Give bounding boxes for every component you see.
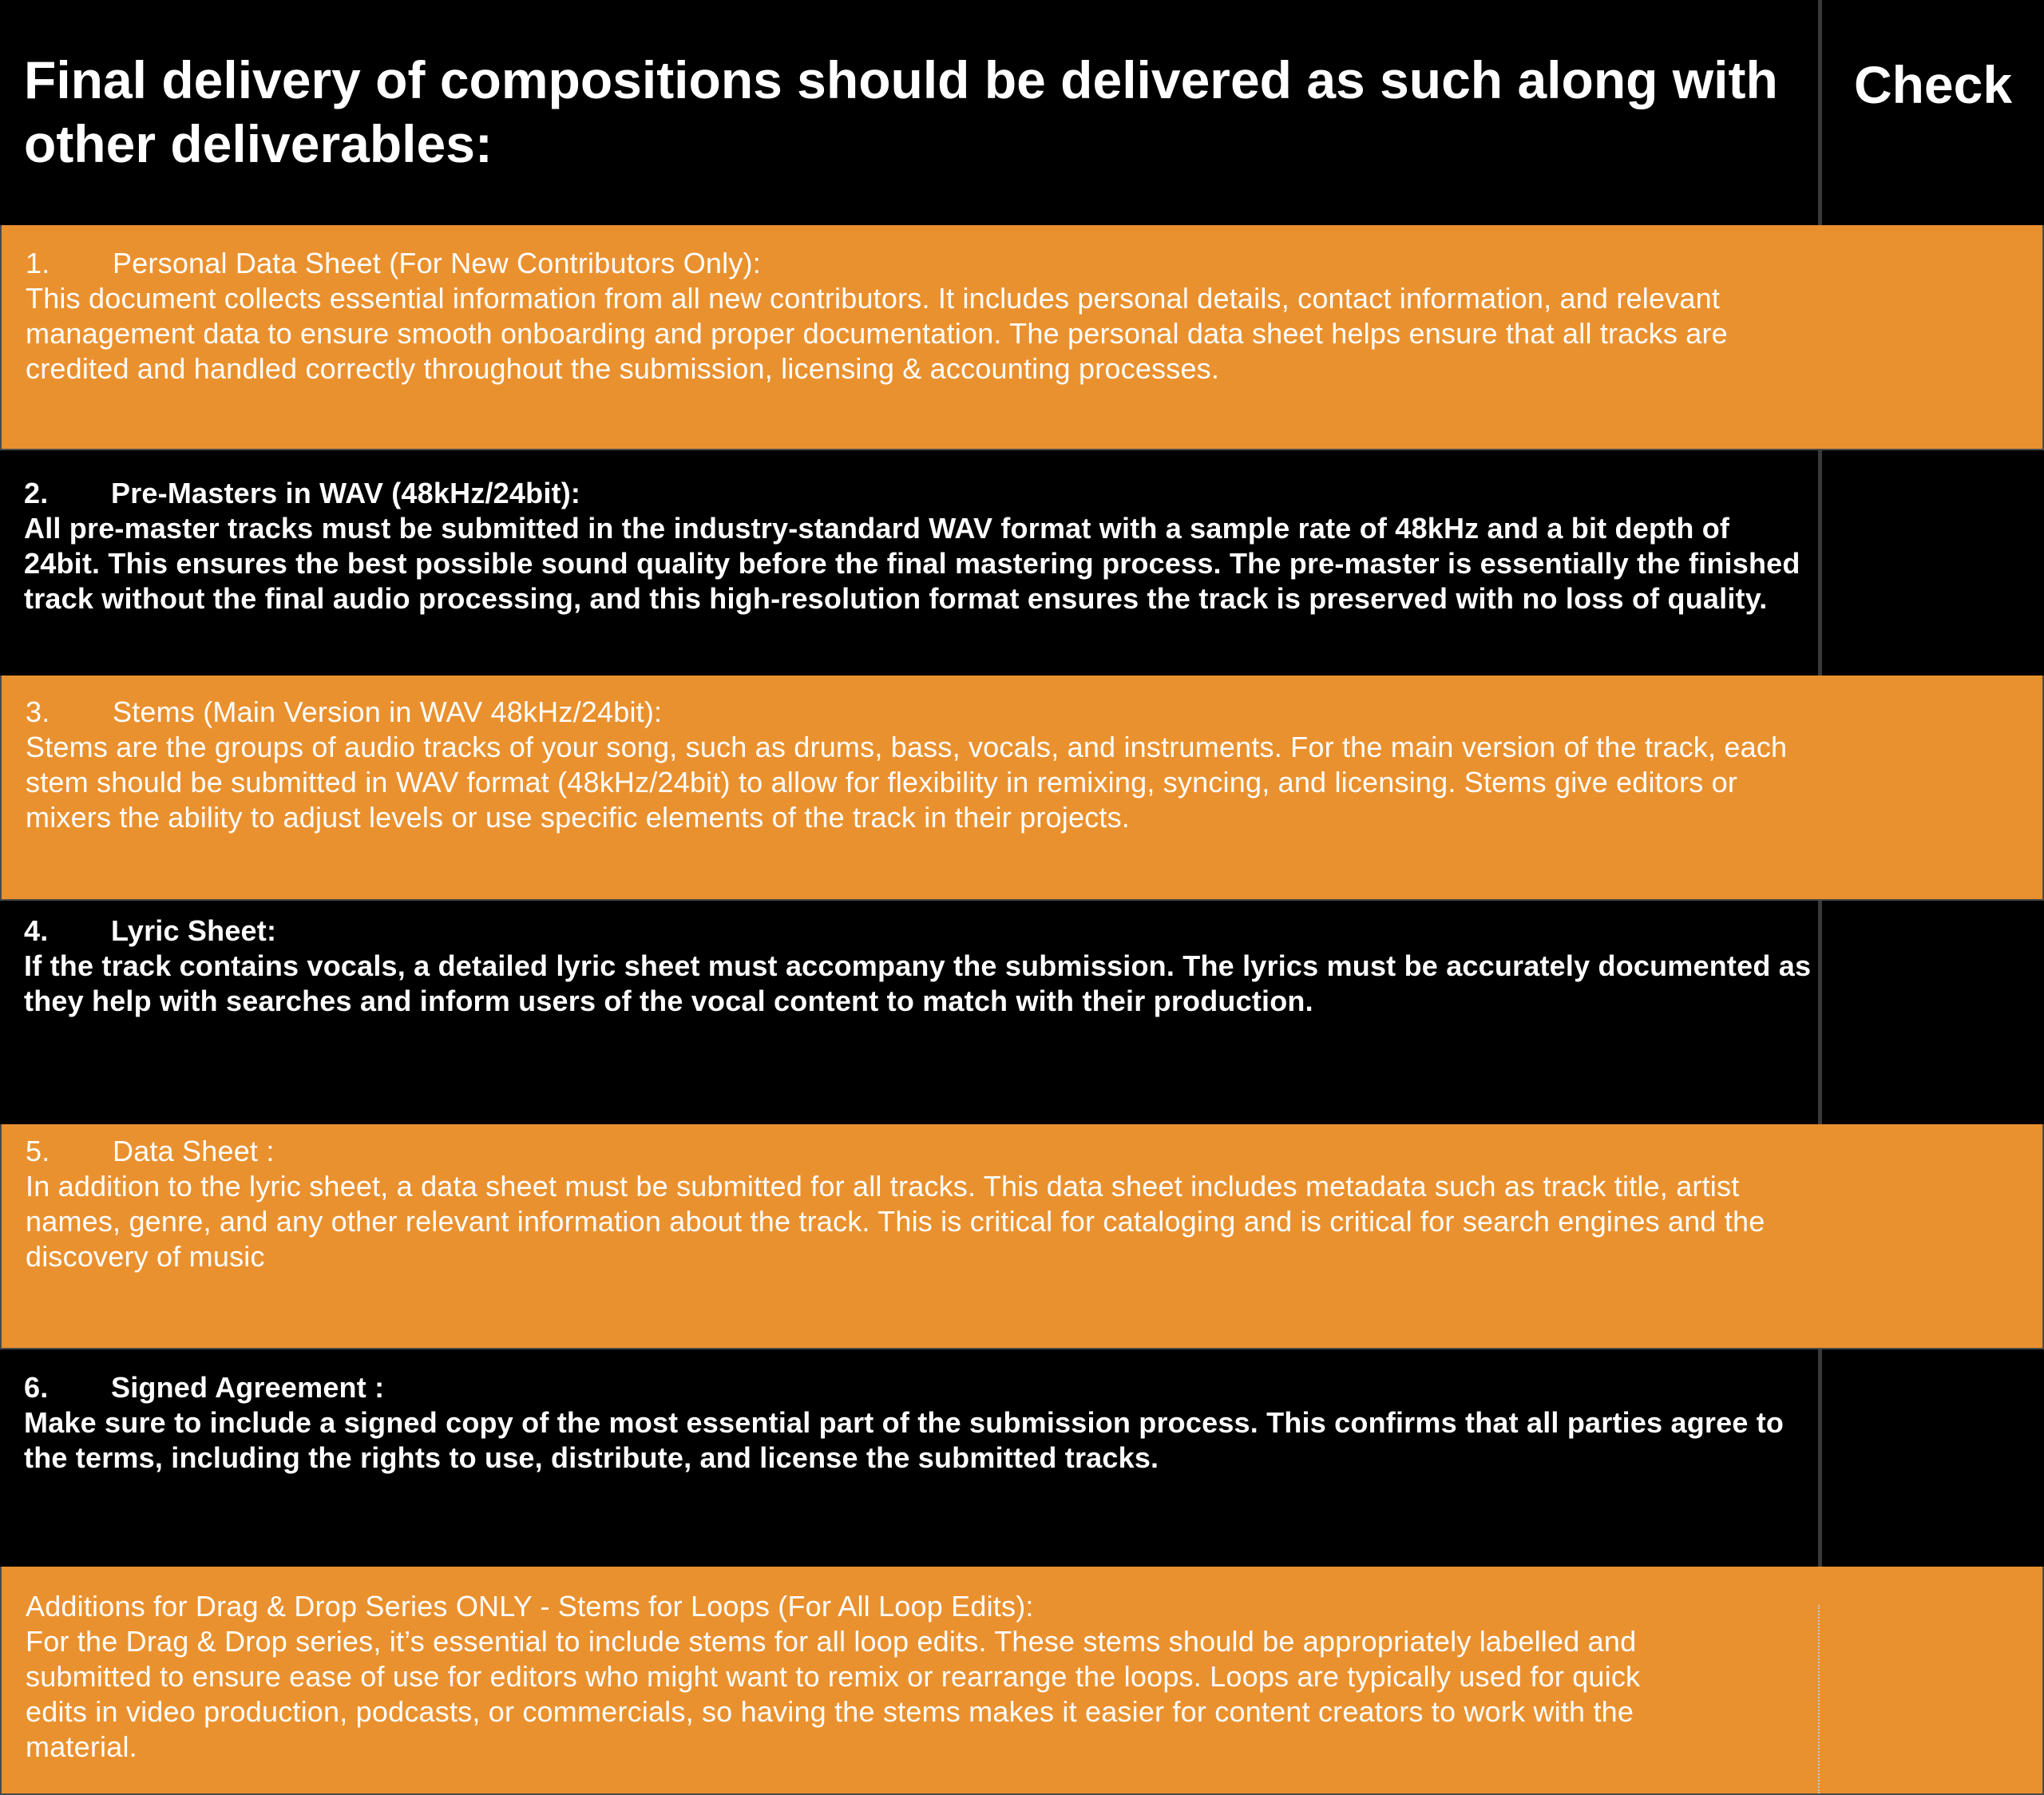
check-cell[interactable] [1822,1349,2044,1567]
item-heading [26,246,1814,281]
item-number: 6. [24,1371,49,1404]
item-description: If the track contains vocals, a detailed lyric sheet must accompany the submission. The lyrics must be accurately documented as they help with searches and inform users of the vocal content to match with their production. [24,949,1812,1017]
checklist-row-signed-agreement [0,1349,2044,1567]
page-title: Final delivery of compositions should be delivered as such along with other deliverables: [24,50,1778,173]
column-divider [1818,0,1822,225]
item-description: Stems are the groups of audio tracks of your song, such as drums, bass, vocals, and instruments. For the main version of the track, each stem should be submitted in WAV format (48kHz/24bit) to allow for flexibility in remixing, syncing, and licensing. Stems give editors or mixers the ability to adjust levels or use specific elements of the track in their projects. [26,731,1788,834]
column-divider [1818,1349,1822,1567]
row-content [24,476,1812,616]
checklist-row-lyric-sheet [0,901,2044,1124]
check-column-header: Check [1853,55,2013,114]
item-title: Pre-Masters in WAV (48kHz/24bit): [111,477,581,509]
item-number: 4. [24,914,49,947]
item-number: 5. [26,1135,50,1167]
row-content [26,695,1814,835]
row-content [24,1370,1812,1476]
row-content [26,1589,1814,1765]
column-divider [1818,450,1822,676]
check-cell[interactable] [1822,901,2044,1124]
item-heading [24,1370,1812,1405]
checklist-row-stems [0,676,2044,901]
check-cell[interactable] [1820,225,2042,449]
checklist-row-personal-data-sheet [0,225,2044,450]
item-description: For the Drag & Drop series, it’s essential to include stems for all loop edits. These stems should be appropriately labelled and submitted to ensure ease of use for editors who might want to remix or rearrange the loops. Loops are typically used for quick edits in video production, podcasts, or commercials, so having the stems makes it easier for content creators to work with the material. [26,1625,1641,1763]
check-cell[interactable] [1820,1124,2042,1348]
item-title: Data Sheet : [113,1135,275,1167]
item-heading [26,1134,1814,1169]
header-row [0,0,2044,225]
item-description: In addition to the lyric sheet, a data sheet must be submitted for all tracks. This data sheet includes metadata such as track title, artist names, genre, and any other relevant information about the track. This is critical for cataloging and is critical for search engines and the discovery of music [26,1170,1765,1273]
item-heading [26,695,1814,730]
row-content [24,913,1812,1019]
item-description: This document collects essential information from all new contributors. It includes personal details, contact information, and relevant management data to ensure smooth onboarding and proper documentation. The personal data sheet helps ensure that all tracks are credited and handled correctly throughout the submission, licensing & accounting processes. [26,282,1728,385]
column-divider-dotted [1818,1605,1821,1793]
check-cell[interactable] [1820,1567,2042,1793]
item-number: 3. [26,695,50,728]
checklist-row-pre-masters [0,450,2044,676]
item-title: Lyric Sheet: [111,914,277,947]
row-content [26,1134,1814,1274]
item-number: 2. [24,477,49,509]
item-heading [24,476,1812,511]
check-cell[interactable] [1820,676,2042,899]
checklist-row-drag-drop-additions [0,1567,2044,1795]
item-description: All pre-master tracks must be submitted in the industry-standard WAV format with a sample rate of 48kHz and a bit depth of 24bit. This ensures the best possible sound quality before the final mastering process. The pre-master is essentially the finished track without the final audio processing, and this high-resolution format ensures the track is preserved with no loss of quality. [24,512,1800,615]
item-number: 1. [26,247,50,279]
row-content [26,246,1814,386]
item-title: Stems (Main Version in WAV 48kHz/24bit): [113,695,663,728]
check-cell[interactable] [1822,450,2044,676]
item-title: Personal Data Sheet (For New Contributors Only): [113,247,761,279]
item-title: Signed Agreement : [111,1371,385,1404]
item-heading: Additions for Drag & Drop Series ONLY - Stems for Loops (For All Loop Edits): [26,1590,1034,1623]
column-divider [1818,901,1822,1124]
item-heading [24,913,1812,949]
checklist-row-data-sheet [0,1124,2044,1349]
item-description: Make sure to include a signed copy of the most essential part of the submission process. This confirms that all parties agree to the terms, including the rights to use, distribute, and license the submitted tracks. [24,1406,1785,1474]
